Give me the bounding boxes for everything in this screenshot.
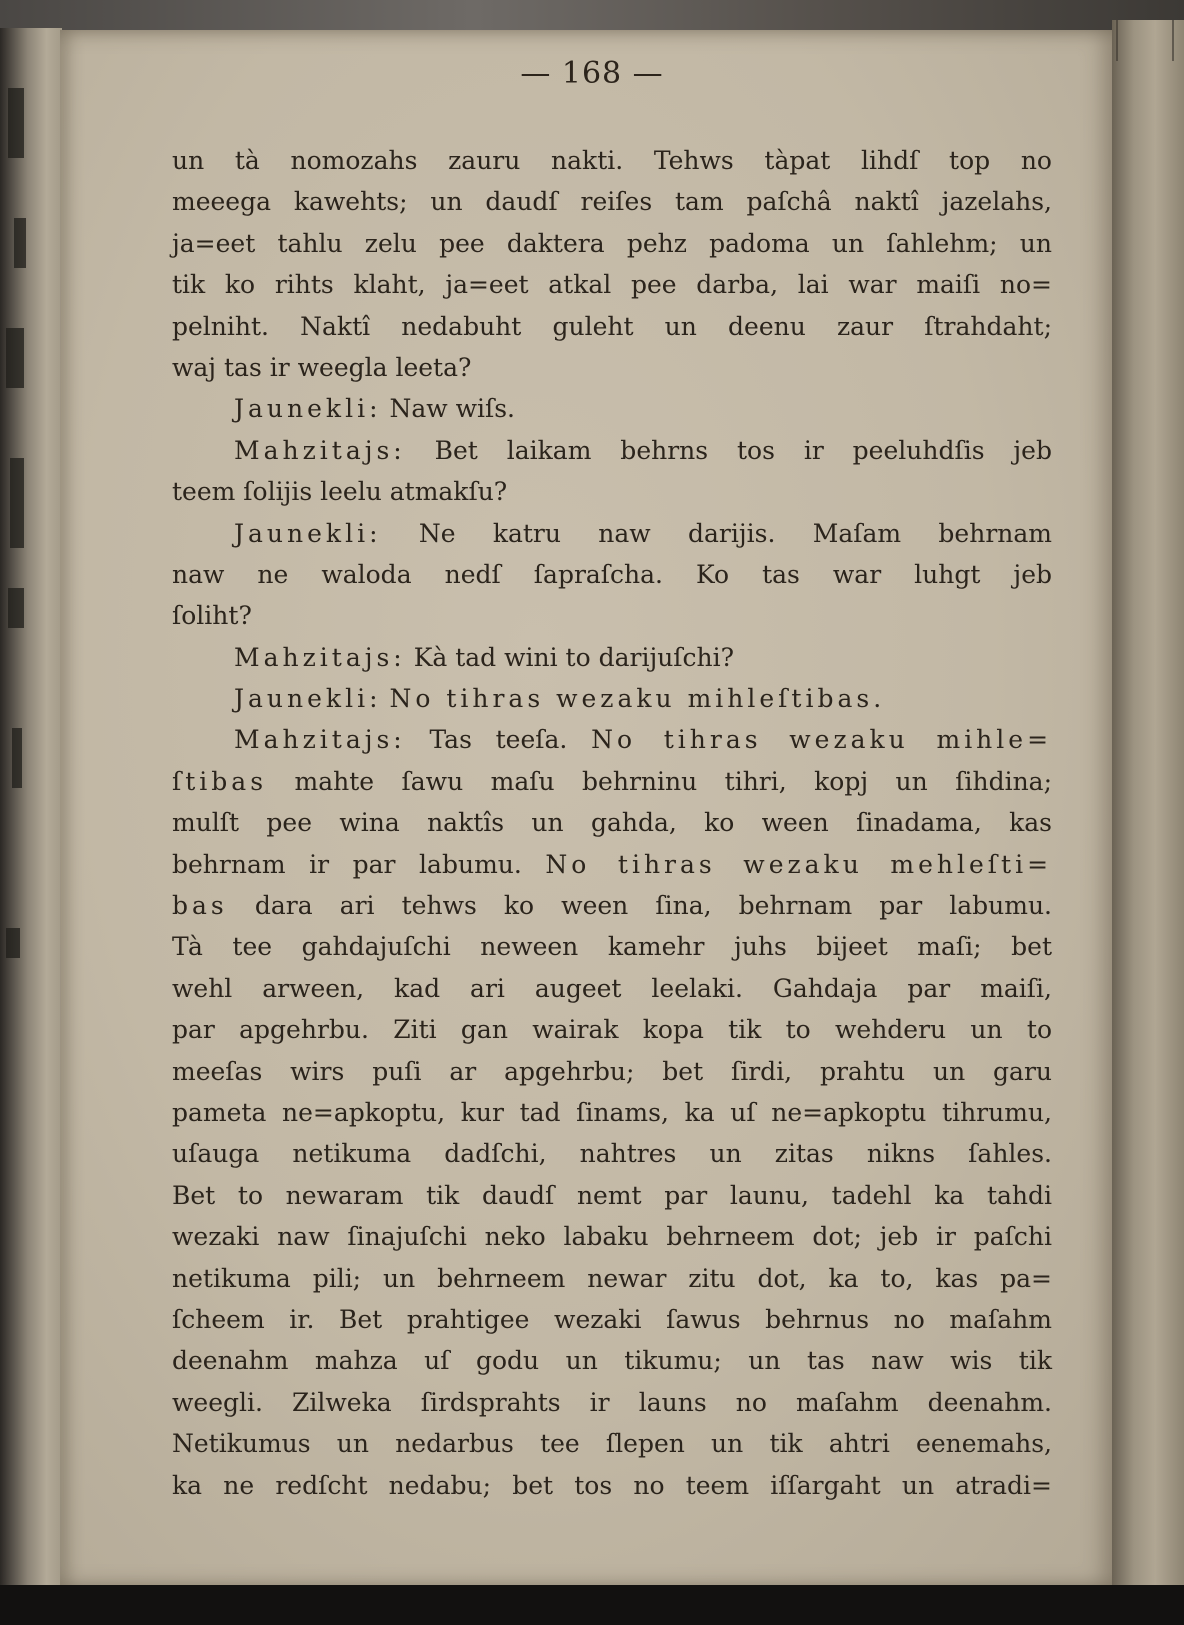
text-line: deenahm mahza uſ godu un tikumu; un tas naw wis tik (172, 1346, 1052, 1376)
book-right-edge (1112, 20, 1184, 1590)
text-line: pelniht. Naktî nedabuht guleht un deenu zaur ſtrahdaht; (172, 311, 1052, 341)
spaced-emphasis: No tihras wezaku mehleſti= (545, 849, 1053, 879)
dialogue-line: Jaunekli: Ne katru naw darijis. Maſam behrnam (234, 518, 1052, 548)
text-line: meeſas wirs puſi ar apgehrbu; bet ſirdi, prahtu un garu (172, 1056, 1052, 1086)
book-top-edge (0, 0, 1184, 34)
text-line: weegli. Zilweka ſirdsprahts ir launs no maſahm deenahm. (172, 1387, 1052, 1417)
text-line: un tà nomozahs zauru nakti. Tehws tàpat lihdſ top no (172, 146, 1052, 175)
text-line: ka ne redſcht nedabu; bet tos no teem iſſargaht un atradi= (172, 1470, 1052, 1500)
text-line: ſtibas mahte ſawu maſu behrninu tihri, kopj un ſihdina; (172, 766, 1052, 796)
text-line: ſoliht? (172, 601, 252, 631)
page-number: — 168 — (520, 56, 664, 91)
text-line: ſcheem ir. Bet prahtigee wezaki ſawus behrnus no maſahm (172, 1304, 1052, 1334)
book-bottom-edge (0, 1585, 1184, 1625)
spaced-emphasis: No tihras wezaku mihle= (591, 725, 1053, 755)
dialogue-line: Jaunekli: Naw wiſs. (234, 394, 516, 424)
text-line: mulſt pee wina naktîs un gahda, ko ween ſinadama, kas (172, 808, 1052, 838)
text-line: ja=eet tahlu zelu pee daktera pehz padoma un ſahlehm; un (172, 228, 1052, 258)
dialogue-line: Mahzitajs: Kà tad wini to darijuſchi? (234, 642, 735, 672)
text-line: Bet to newaram tik daudſ nemt par launu, tadehl ka tahdi (172, 1180, 1052, 1210)
spaced-emphasis: ſtibas (172, 766, 268, 796)
text-line: wezaki naw ſinajuſchi neko labaku behrneem dot; jeb ir paſchi (172, 1222, 1052, 1252)
text-line: meeega kawehts; un daudſ reiſes tam paſchâ naktî jazelahs, (172, 187, 1052, 217)
spaced-emphasis: No tihras wezaku mihleſtibas. (389, 684, 886, 714)
body-text (172, 140, 1052, 1506)
previous-page-edge (0, 28, 62, 1588)
text-line: wehl arween, kad ari augeet leelaki. Gahdaja par maiſi, (172, 973, 1052, 1003)
speaker-name: Jaunekli: (234, 518, 382, 548)
dialogue-line (172, 678, 1052, 719)
text-line: teem ſolijis leelu atmakſu? (172, 477, 508, 507)
dialogue-line: Mahzitajs: Tas teeſa. No tihras wezaku mihle= (234, 725, 1053, 755)
text-line: tik ko rihts klaht, ja=eet atkal pee darba, lai war maiſi no= (172, 270, 1052, 300)
text-line: Netikumus un nedarbus tee ſlepen un tik ahtri eenemahs, (172, 1429, 1052, 1459)
text-line: behrnam ir par labumu. No tihras wezaku mehleſti= (172, 849, 1053, 879)
text-line: uſauga netikuma dadſchi, nahtres un zitas nikns ſahles. (172, 1139, 1052, 1169)
text-line: bas dara ari tehws ko ween ſina, behrnam par labumu. (172, 891, 1052, 921)
dialogue-line: Mahzitajs: Bet laikam behrns tos ir peeluhdſis jeb (234, 435, 1052, 465)
speaker-name: Mahzitajs: (234, 435, 406, 465)
speaker-name: Mahzitajs: (234, 725, 406, 755)
text-line: par apgehrbu. Ziti gan wairak kopa tik to wehderu un to (172, 1015, 1052, 1045)
text-line: naw ne waloda nedſ ſapraſcha. Ko tas war luhgt jeb (172, 559, 1052, 589)
text-line: netikuma pili; un behrneem newar zitu dot, ka to, kas pa= (172, 1263, 1052, 1293)
speaker-name: Jaunekli: (234, 394, 382, 424)
spaced-emphasis: bas (172, 891, 228, 921)
text-line: pameta ne=apkoptu, kur tad ſinams, ka uſ ne=apkoptu tihrumu, (172, 1097, 1052, 1127)
speaker-name: Mahzitajs: (234, 642, 406, 672)
text-line: Tà tee gahdajuſchi neween kamehr juhs bijeet maſi; bet (172, 932, 1052, 962)
speaker-name: Jaunekli: (234, 684, 382, 714)
text-line: waj tas ir weegla leeta? (172, 352, 472, 382)
